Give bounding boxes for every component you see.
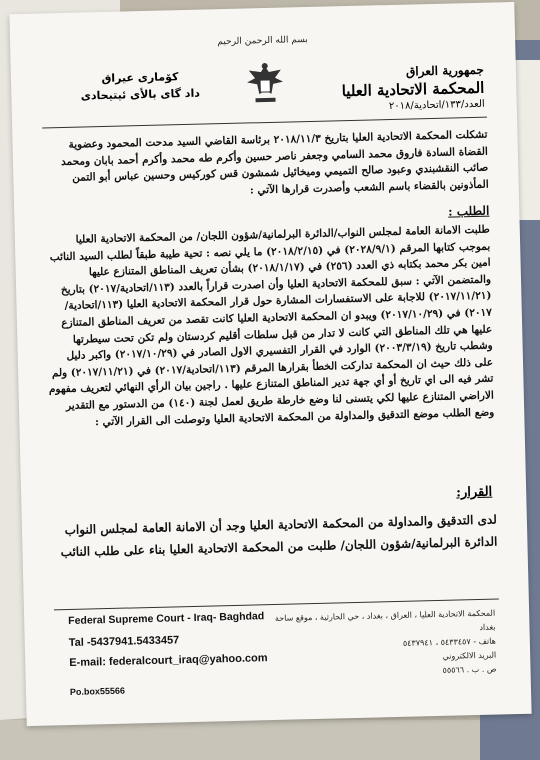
request-paragraph: طلبت الامانة العامة لمجلس النواب/الدائرة البرلمانية/شؤون اللجان/ من المحكمة الاتحادية العليا بموجب كتابها المرقم (٢٠٢٨/٩/١) في (٢٠١٨/٢/١٥) ما يلي نصه : تحية طيبة طبقاً لطلب السيد النائب امين بكر محمد بكتابه ذي العدد (٢٥٦) في (٢٠١٨/١/١٧) بشأن تعريف المناطق المتنازع عليها والمتضمن الآتي : سبق للمحكمة الاتحادية العليا وأن اصدرت قراراً بالعدد (١١٣/اتحادية/٢٠١٧) بتاريخ (٢٠١٧/١١/٢١) للاجابة على الاستفسارات المشارة حول قرار المحكمة الاتحادية العليا (١١٣/اتحادية/٢٠١٧) في (٢٠١٧/١٠/٢٩) ويبدو ان المحكمة الاتحادية العليا كانت تقصد من تعريف المناطق المتنازع عليها هي تلك المناطق التي كانت لا تدار من قبل سلطات أقليم كردستان ولم تكن تحت سيطرتها وشطب تاريخ (٢٠٠٣/٣/١٩) الوارد في القرار التفسيري الاول الصادر في (٢٠١٧/١٠/٢٩) واكبر دليل على ذلك حيث ان المحكمة تداركت الخطأ بقرارها المرقم (١١٣/اتحادية/٢٠١٧) في (٢٠١٧/١١/٢١) ولم تشر فيه الى اي تاريخ أو أي جهة تدير المناطق المتنازع عليها . راجين بيان الرأي النهائي لتعريف مفهوم الاراضي المتنازع عليها لكي يتسنى لنا وضع خارطة طريق لعمل لجنة (١٤٠) من الدستور مع التقدير وضع الطلب موضع التدقيق والمداولة من المحكمة الاتحادية العليا وتوصلت الى القرار الآتي : bbox=[48, 223, 495, 428]
footer-arabic bbox=[265, 607, 497, 683]
decision-heading: القرار: bbox=[456, 484, 493, 501]
header-divider bbox=[42, 117, 487, 129]
header-arabic bbox=[324, 63, 485, 114]
footer-ar-address: المحكمة الاتحادية العليا ، العراق ، بغداد ، حي الحارثية ، موقع ساحة بغداد bbox=[274, 608, 496, 632]
document-body bbox=[42, 127, 494, 432]
decision-paragraph: لدى التدقيق والمداولة من المحكمة الاتحادية العليا وجد أن الامانة العامة لمجلس النواب الدائرة البرلمانية/شؤون اللجان/ طلبت من المحكمة الاتحادية العليا بناء على طلب النائب bbox=[60, 512, 498, 560]
document-page bbox=[9, 2, 531, 726]
request-heading: الطلب : bbox=[447, 203, 490, 219]
intro-paragraph: تشكلت المحكمة الاتحادية العليا بتاريخ ٢٠١٨/١١/٣ برئاسة القاضي السيد مدحت المحمود وعضوية القضاة السادة فاروق محمد السامي وجعفر ناصر حسين وأكرم طه محمد وأكرم أحمد بابان ومحمد صائب النقشبندي وعبود صالح التميمي وميخائيل شمشون قس كوركيس وحسين عباس أبو التمن المأذونين بالقضاء باسم الشعب وأصدرت قرارها الآتي : bbox=[60, 128, 489, 197]
footer-ar-email: البريد الالكتروني bbox=[442, 650, 497, 661]
kurdish-line-1: كۆماری عیراق bbox=[101, 70, 179, 86]
header-kurdish bbox=[65, 69, 216, 107]
footer-english bbox=[68, 610, 290, 697]
footer-email: E-mail: federalcourt_iraq@yahoo.com bbox=[69, 652, 268, 670]
reference-number: العدد/١٣٣/اتحادية/٢٠١٨ bbox=[388, 98, 485, 113]
country-name: جمهورية العراق bbox=[405, 62, 485, 79]
footer-pobox: Po.box55566 bbox=[69, 685, 126, 697]
footer-phone: Tal -5437941.5433457 bbox=[68, 634, 180, 650]
court-name: المحكمة الاتحادية العليا bbox=[341, 78, 485, 101]
footer-ar-pobox: ص . ب . ٥٥٥٦٦ bbox=[442, 664, 497, 675]
basmala: بسم الله الرحمن الرحيم bbox=[217, 34, 308, 48]
footer-ar-phone: هاتف - ٥٤٣٣٤٥٧ ، ٥٤٣٧٩٤١ bbox=[402, 636, 496, 648]
kurdish-line-2: داد گای بالأی ئیتیحادی bbox=[80, 86, 201, 103]
footer-court-name: Federal Supreme Court - Iraq- Baghdad bbox=[68, 610, 265, 628]
eagle-emblem-icon bbox=[243, 60, 288, 109]
